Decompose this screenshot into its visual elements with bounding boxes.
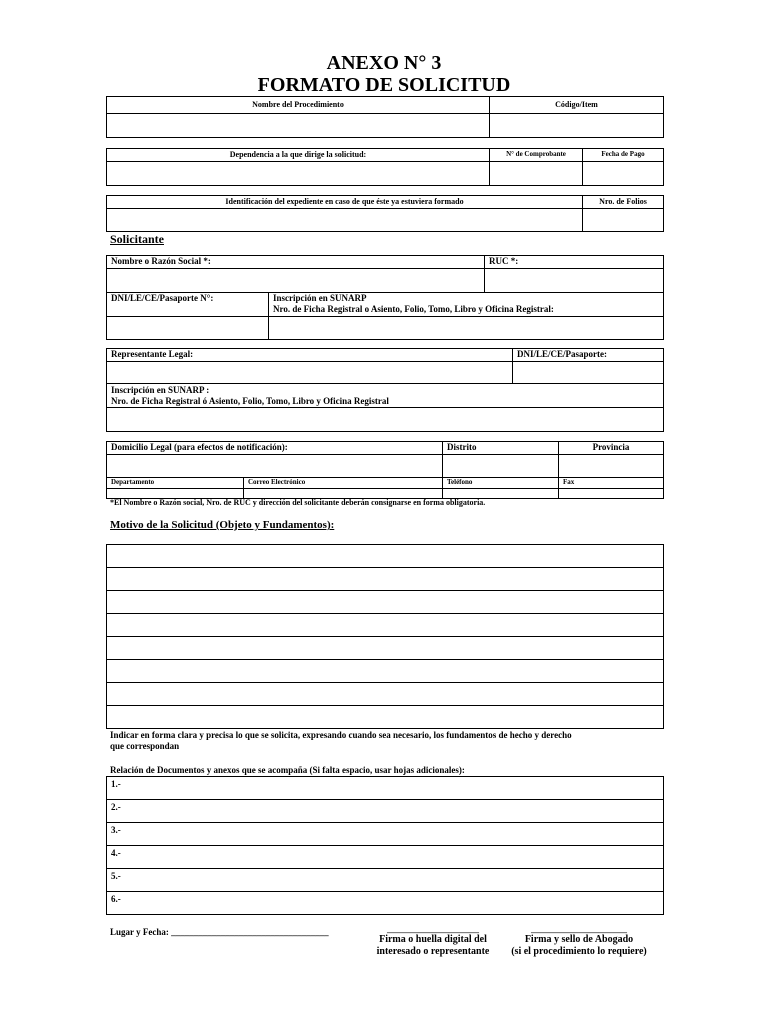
documento-row[interactable]: 2.- [107, 800, 664, 823]
representante-table [106, 348, 664, 432]
ruc-label: RUC *: [485, 256, 664, 269]
dependencia-table [106, 148, 664, 186]
representante-field[interactable] [107, 362, 513, 384]
correo-field[interactable] [244, 489, 443, 499]
dni-field[interactable] [107, 317, 269, 340]
codigo-field[interactable] [490, 114, 664, 138]
documento-row[interactable]: 3.- [107, 823, 664, 846]
dependencia-field[interactable] [107, 162, 490, 186]
folios-label: Nro. de Folios [583, 196, 664, 209]
firma-interesado-label2: interesado o representante [376, 946, 490, 957]
relacion-label: Relación de Documentos y anexos que se acompaña (Si falta espacio, usar hojas adicionales): [110, 765, 465, 775]
expediente-field[interactable] [107, 209, 583, 232]
provincia-field[interactable] [559, 455, 664, 478]
solicitante-table [106, 255, 664, 340]
documento-row[interactable]: 4.- [107, 846, 664, 869]
ruc-field[interactable] [485, 269, 664, 293]
documento-row[interactable]: 5.- [107, 869, 664, 892]
procedimiento-label: Nombre del Procedimiento [107, 97, 490, 114]
documento-row[interactable]: 1.- [107, 777, 664, 800]
expediente-table [106, 195, 664, 232]
documentos-table [106, 776, 664, 915]
indicar-note-line1: Indicar en forma clara y precisa lo que se solicita, expresando cuando sea necesario, los fundamentos de hecho y derecho [110, 730, 572, 740]
documento-row[interactable]: 6.- [107, 892, 664, 915]
title-formato: FORMATO DE SOLICITUD [257, 74, 511, 96]
fecha-pago-field[interactable] [583, 162, 664, 186]
motivo-line[interactable] [107, 545, 664, 568]
solicitante-heading: Solicitante [110, 232, 164, 246]
firma-abogado [504, 926, 654, 958]
fax-label: Fax [559, 478, 664, 489]
firma-abogado-label1: Firma y sello de Abogado [524, 934, 634, 945]
representante-label: Representante Legal: [107, 349, 513, 362]
domicilio-table [106, 441, 664, 499]
dni-label: DNI/LE/CE/Pasaporte N°: [107, 293, 269, 317]
indicar-note [110, 730, 572, 752]
distrito-label: Distrito [443, 442, 559, 455]
departamento-label: Departamento [107, 478, 244, 489]
nombre-label: Nombre o Razón Social *: [107, 256, 485, 269]
motivo-line[interactable] [107, 568, 664, 591]
lugar-fecha[interactable]: Lugar y Fecha: ___________________________________ [110, 927, 329, 937]
sunarp-label-line2: Nro. de Ficha Registral o Asiento, Folio, Tomo, Libro y Oficina Registral: [273, 304, 554, 314]
procedimiento-field[interactable] [107, 114, 490, 138]
rep-dni-field[interactable] [513, 362, 664, 384]
folios-field[interactable] [583, 209, 664, 232]
fecha-pago-label: Fecha de Pago [583, 149, 664, 162]
provincia-label: Provincia [559, 442, 664, 455]
firma-abogado-label2: (si el procedimiento lo requiere) [511, 946, 647, 957]
sunarp-label-line1: Inscripción en SUNARP [273, 293, 367, 303]
domicilio-field[interactable] [107, 455, 443, 478]
motivo-line[interactable] [107, 591, 664, 614]
firma-abogado-line: ________________________ [531, 925, 627, 934]
title-anexo: ANEXO N° 3 [326, 52, 442, 74]
comprobante-label: N° de Comprobante [490, 149, 583, 162]
obligatorio-note: *El Nombre o Razón social, Nro. de RUC y dirección del solicitante deberán consignarse en forma obligatoria. [110, 498, 486, 507]
firma-interesado-line: _______________________ [387, 925, 479, 934]
motivo-line[interactable] [107, 637, 664, 660]
departamento-field[interactable] [107, 489, 244, 499]
rep-sunarp-label-line2: Nro. de Ficha Registral ó Asiento, Folio, Tomo, Libro y Oficina Registral [111, 396, 389, 406]
rep-sunarp-field[interactable] [107, 408, 664, 432]
motivo-line[interactable] [107, 706, 664, 729]
motivo-heading: Motivo de la Solicitud (Objeto y Fundamentos): [110, 519, 335, 531]
motivo-line[interactable] [107, 660, 664, 683]
comprobante-field[interactable] [490, 162, 583, 186]
dependencia-label: Dependencia a la que dirige la solicitud: [107, 149, 490, 162]
sunarp-field[interactable] [269, 317, 664, 340]
telefono-label: Teléfono [443, 478, 559, 489]
expediente-label: Identificación del expediente en caso de que éste ya estuviera formado [107, 196, 583, 209]
telefono-field[interactable] [443, 489, 559, 499]
motivo-table [106, 544, 664, 729]
correo-label: Correo Electrónico [244, 478, 443, 489]
procedimiento-table [106, 96, 664, 138]
motivo-line[interactable] [107, 614, 664, 637]
motivo-line[interactable] [107, 683, 664, 706]
firma-interesado [362, 926, 504, 958]
rep-sunarp-label [107, 384, 664, 408]
indicar-note-line2: que correspondan [110, 741, 180, 751]
distrito-field[interactable] [443, 455, 559, 478]
rep-dni-label: DNI/LE/CE/Pasaporte: [513, 349, 664, 362]
fax-field[interactable] [559, 489, 664, 499]
nombre-field[interactable] [107, 269, 485, 293]
codigo-label: Código/Item [490, 97, 664, 114]
sunarp-label [269, 293, 664, 317]
firma-interesado-label1: Firma o huella digital del [379, 934, 487, 945]
domicilio-label: Domicilio Legal (para efectos de notificación): [107, 442, 443, 455]
rep-sunarp-label-line1: Inscripción en SUNARP : [111, 385, 210, 395]
